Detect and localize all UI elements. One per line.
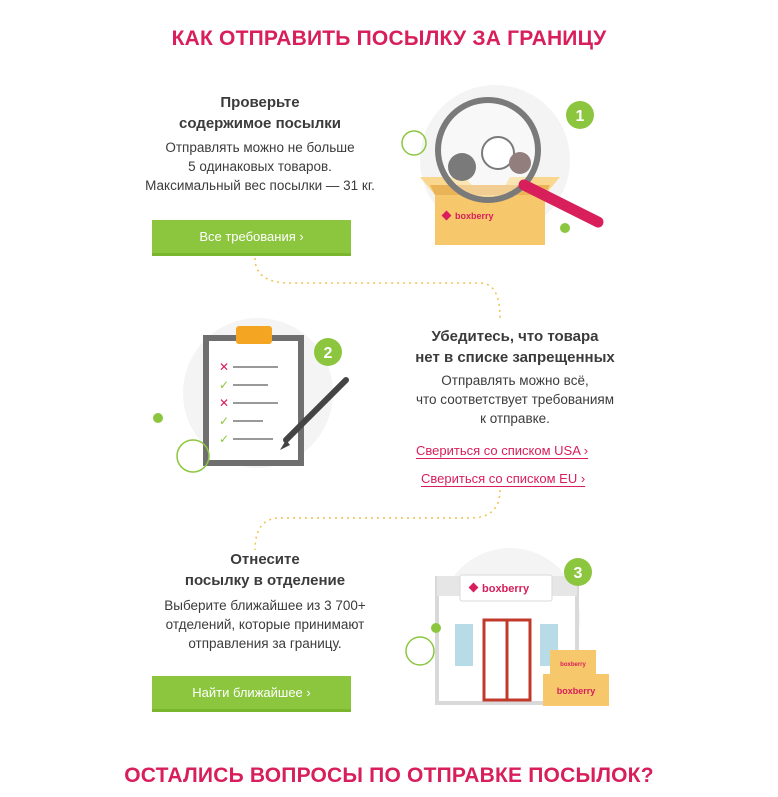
store-brand-label: boxberry (482, 583, 530, 595)
find-nearest-button[interactable]: Найти ближайшее › (152, 676, 351, 712)
step2-heading-line1: Убедитесь, что товара (431, 328, 599, 345)
all-requirements-button[interactable]: Все требования › (152, 220, 351, 256)
box-brand-label: boxberry (455, 211, 494, 221)
package-magnifier-illustration (400, 85, 610, 255)
step3-heading (140, 549, 390, 591)
checklist-illustration (148, 318, 358, 478)
check-eu-list-link[interactable]: Свериться со списком EU › (421, 471, 586, 486)
check-icon: ✓ (219, 414, 230, 428)
step1-text-line3: Максимальный вес посылки — 31 кг. (145, 178, 375, 193)
step2-heading-line2: нет в списке запрещенных (415, 349, 615, 366)
deco-dot (560, 223, 570, 233)
step3-text-line2: отделений, которые принимают (165, 617, 365, 632)
store-window-left (455, 624, 473, 666)
step2-text-line2: что соответствует требованиям (415, 392, 615, 407)
connector-dotted-2 (250, 490, 510, 550)
deco-ring (406, 637, 434, 665)
questions-title: ОСТАЛИСЬ ВОПРОСЫ ПО ОТПРАВКЕ ПОСЫЛОК? (124, 764, 654, 787)
small-box-brand: boxberry (560, 662, 586, 668)
step2-text (380, 371, 650, 428)
page-title: КАК ОТПРАВИТЬ ПОСЫЛКУ ЗА ГРАНИЦУ (171, 27, 607, 50)
step1-heading (150, 92, 370, 134)
step2-text-line1: Отправлять можно всё, (441, 373, 589, 388)
large-box-brand: boxberry (556, 686, 596, 696)
check-usa-list-link[interactable]: Свериться со списком USA › (416, 443, 589, 458)
step3-text-line3: отправления за границу. (188, 636, 342, 651)
check-icon: ✓ (219, 378, 230, 392)
check-icon: ✓ (219, 432, 230, 446)
step1-heading-line1: Проверьте (220, 94, 300, 111)
deco-dot (431, 623, 441, 633)
clipboard-clip (236, 326, 272, 344)
step1-text-line2: 5 одинаковых товаров. (188, 159, 332, 174)
step2-text-line3: к отправке. (480, 411, 550, 426)
step3-heading-line2: посылку в отделение (184, 572, 346, 589)
step3-text (125, 596, 405, 653)
deco-dot (153, 413, 163, 423)
step1-text-line1: Отправлять можно не больше (165, 140, 355, 155)
step3-number: 3 (573, 565, 583, 582)
step2-heading (390, 326, 640, 368)
cross-icon: ✕ (219, 360, 230, 374)
step1-number: 1 (575, 108, 585, 125)
connector-dotted-1 (250, 258, 510, 318)
step3-text-line1: Выберите ближайшее из 3 700+ (164, 598, 366, 613)
step3-heading-line1: Отнесите (230, 551, 300, 568)
step2-number: 2 (323, 345, 333, 362)
step1-text (120, 138, 400, 195)
cross-icon: ✕ (219, 396, 230, 410)
store-illustration (400, 548, 620, 713)
step1-heading-line2: содержимое посылки (179, 115, 341, 132)
